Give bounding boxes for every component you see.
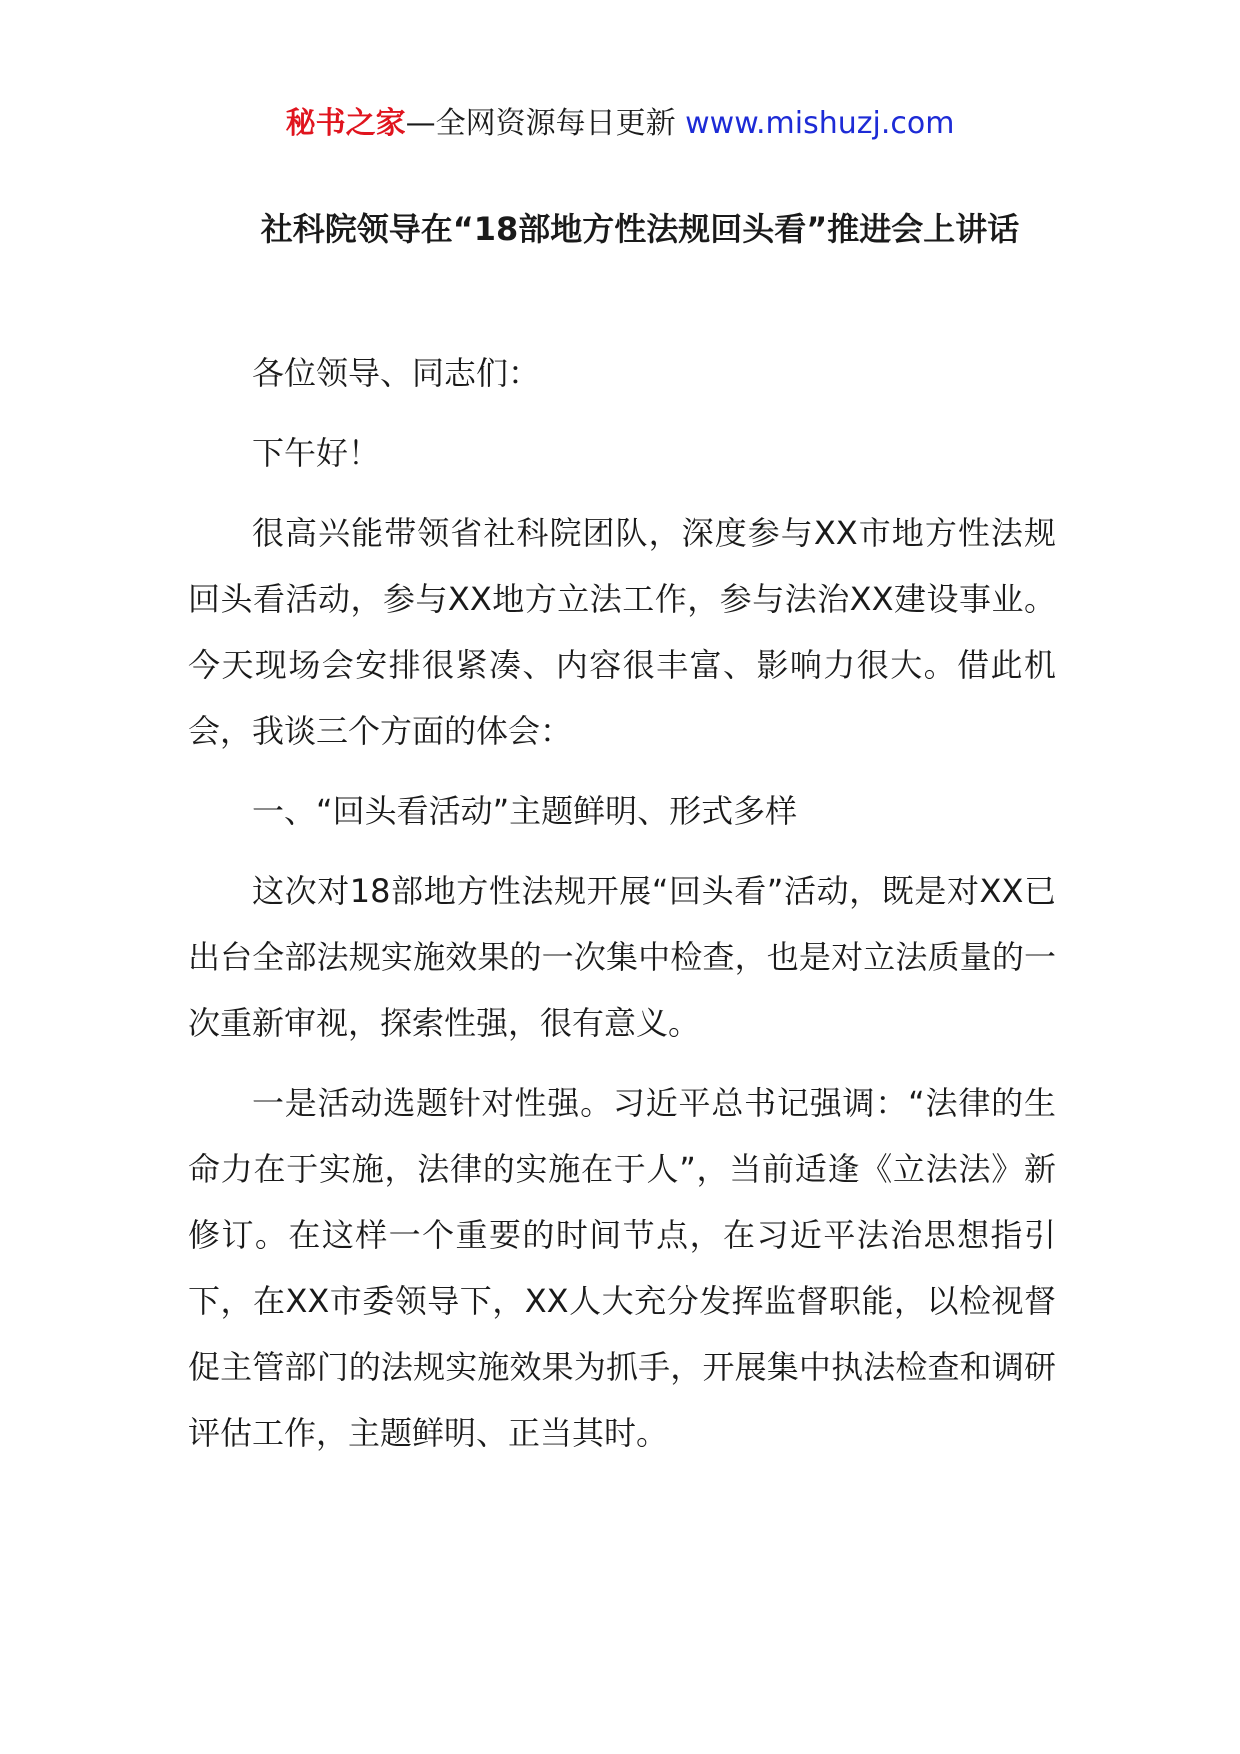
document-body bbox=[188, 340, 1056, 1480]
site-header bbox=[0, 104, 1240, 144]
site-name: 秘书之家 bbox=[285, 106, 406, 141]
body-paragraph: 这次对18部地方性法规开展“回头看”活动，既是对XX已出台全部法规实施效果的一次集中检查，也是对立法质量的一次重新审视，探索性强，很有意义。 bbox=[188, 872, 1056, 1042]
salutation-paragraph: 各位领导、同志们： bbox=[252, 354, 541, 392]
site-url-link[interactable]: www.mishuzj.com bbox=[685, 106, 955, 141]
document-title: 社科院领导在“18部地方性法规回头看”推进会上讲话 bbox=[260, 210, 1020, 248]
site-tagline: —全网资源每日更新 bbox=[405, 106, 686, 141]
body-paragraph: 一是活动选题针对性强。习近平总书记强调：“法律的生命力在于实施，法律的实施在于人”，当前适逢《立法法》新修订。在这样一个重要的时间节点，在习近平法治思想指引下，在XX市委领导下，XX人大充分发挥监督职能，以检视督促主管部门的法规实施效果为抓手，开展集中执法检查和调研评估工作，主题鲜明、正当其时。 bbox=[188, 1084, 1056, 1452]
section-heading: 一、“回头看活动”主题鲜明、形式多样 bbox=[252, 792, 798, 830]
body-paragraph: 很高兴能带领省社科院团队，深度参与XX市地方性法规回头看活动，参与XX地方立法工作，参与法治XX建设事业。今天现场会安排很紧凑、内容很丰富、影响力很大。借此机会，我谈三个方面的体会： bbox=[188, 514, 1056, 750]
greeting-paragraph: 下午好！ bbox=[252, 434, 381, 472]
